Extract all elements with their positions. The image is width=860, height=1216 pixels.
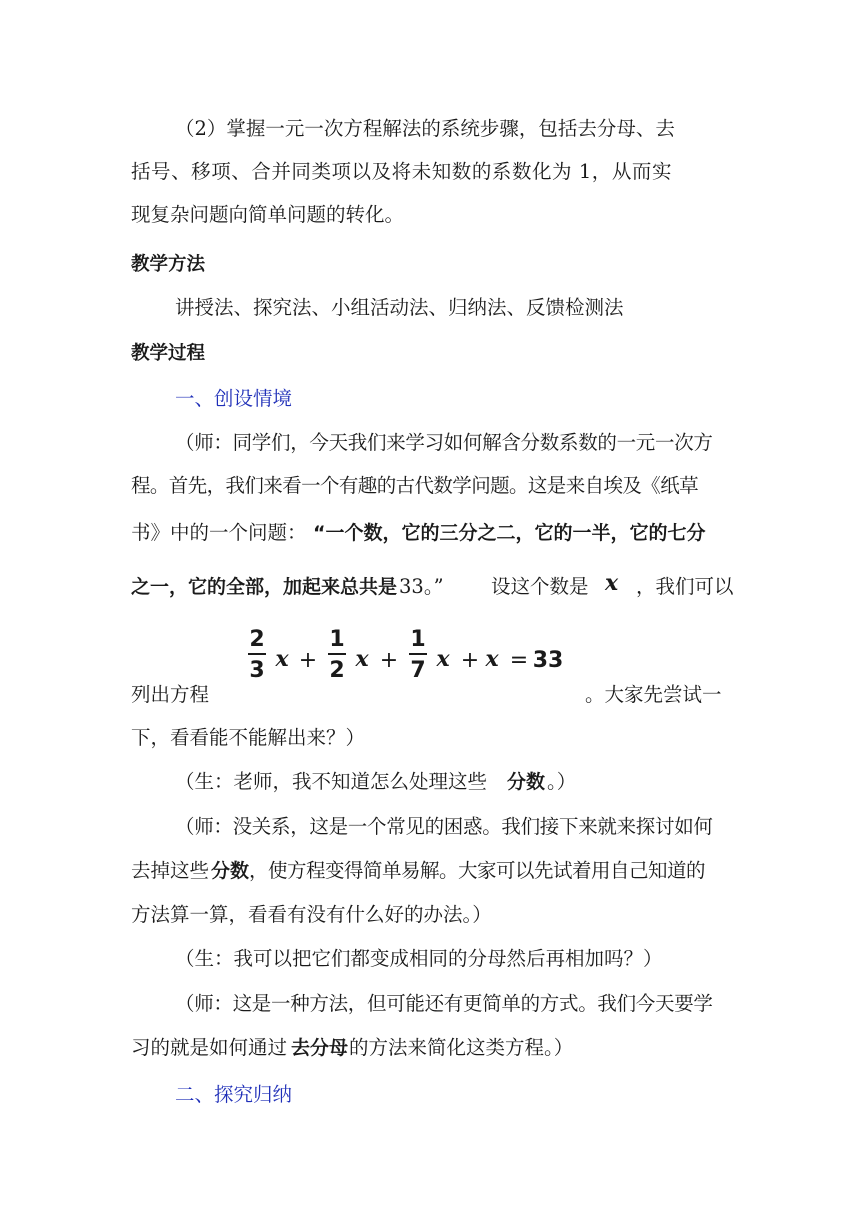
frac1-numerator: 2	[249, 627, 265, 652]
eq-plus-2: +	[379, 648, 399, 673]
dialog3-line3: 方法算一算，看看有没有什么好的办法。）	[131, 903, 492, 926]
dialog1-line6: 下，看看能不能解出来？）	[131, 726, 366, 749]
eq-equals: =	[509, 648, 529, 673]
dialog1-line5: 列出方程 。大家先尝试一	[131, 683, 722, 706]
teaching-methods-text: 讲授法、探究法、小组活动法、归纳法、反馈检测法	[175, 296, 624, 319]
frac3-numerator: 1	[410, 627, 426, 652]
eq-var-2: x	[355, 646, 369, 672]
objective2-line1: （2）掌握一元一次方程解法的系统步骤，包括去分母、去	[175, 117, 675, 140]
dialog1-line3: 书》中的一个问题： “一个数，它的三分之二，它的一半，它的七分	[131, 521, 706, 544]
variable-x: x	[605, 570, 619, 596]
dialog3-line1: （师：没关系，这是一个常见的困惑。我们接下来就来探讨如何	[175, 815, 713, 838]
eq-var-4: x	[485, 646, 499, 672]
eq-var-1: x	[275, 646, 289, 672]
dialog5-line1: （师：这是一种方法，但可能还有更简单的方式。我们今天要学	[175, 992, 713, 1015]
dialog3-line2: 去掉这些 分数 ，使方程变得简单易解。大家可以先试着用自己知道的	[131, 859, 706, 882]
eq-rhs: 33	[532, 648, 564, 673]
frac1-denominator: 3	[249, 658, 265, 683]
heading-teaching-process: 教学过程	[131, 343, 206, 364]
section-title-explore-summarize: 二、探究归纳	[175, 1083, 293, 1106]
frac2-numerator: 1	[329, 627, 345, 652]
dialog2-line: （生：老师，我不知道怎么处理这些 分数 。）	[175, 770, 577, 793]
eq-var-3: x	[436, 646, 450, 672]
objective2-line2: 括号、移项、合并同类项以及将未知数的系数化为 1，从而实	[131, 160, 673, 183]
eq-plus-3: +	[460, 648, 480, 673]
section-title-create-situation: 一、创设情境	[175, 387, 293, 410]
heading-teaching-methods: 教学方法	[131, 254, 206, 275]
objective2-line3: 现复杂问题向简单问题的转化。	[131, 203, 405, 226]
eq-plus-1: +	[298, 648, 318, 673]
frac2-denominator: 2	[329, 658, 345, 683]
frac3-denominator: 7	[410, 658, 426, 683]
dialog1-line1: （师：同学们，今天我们来学习如何解含分数系数的一元一次方	[175, 431, 713, 454]
equation-display	[245, 624, 565, 684]
dialog1-line2: 程。首先，我们来看一个有趣的古代数学问题。这是来自埃及《纸草	[131, 474, 699, 497]
dialog1-line4: 之一，它的全部，加起来总共是 33。” 设这个数是 ，我们可以	[131, 575, 734, 598]
dialog5-line2: 习的就是如何通过 去分母 的方法来简化这类方程。）	[131, 1036, 574, 1059]
dialog4-line: （生：我可以把它们都变成相同的分母然后再相加吗？）	[175, 947, 663, 970]
